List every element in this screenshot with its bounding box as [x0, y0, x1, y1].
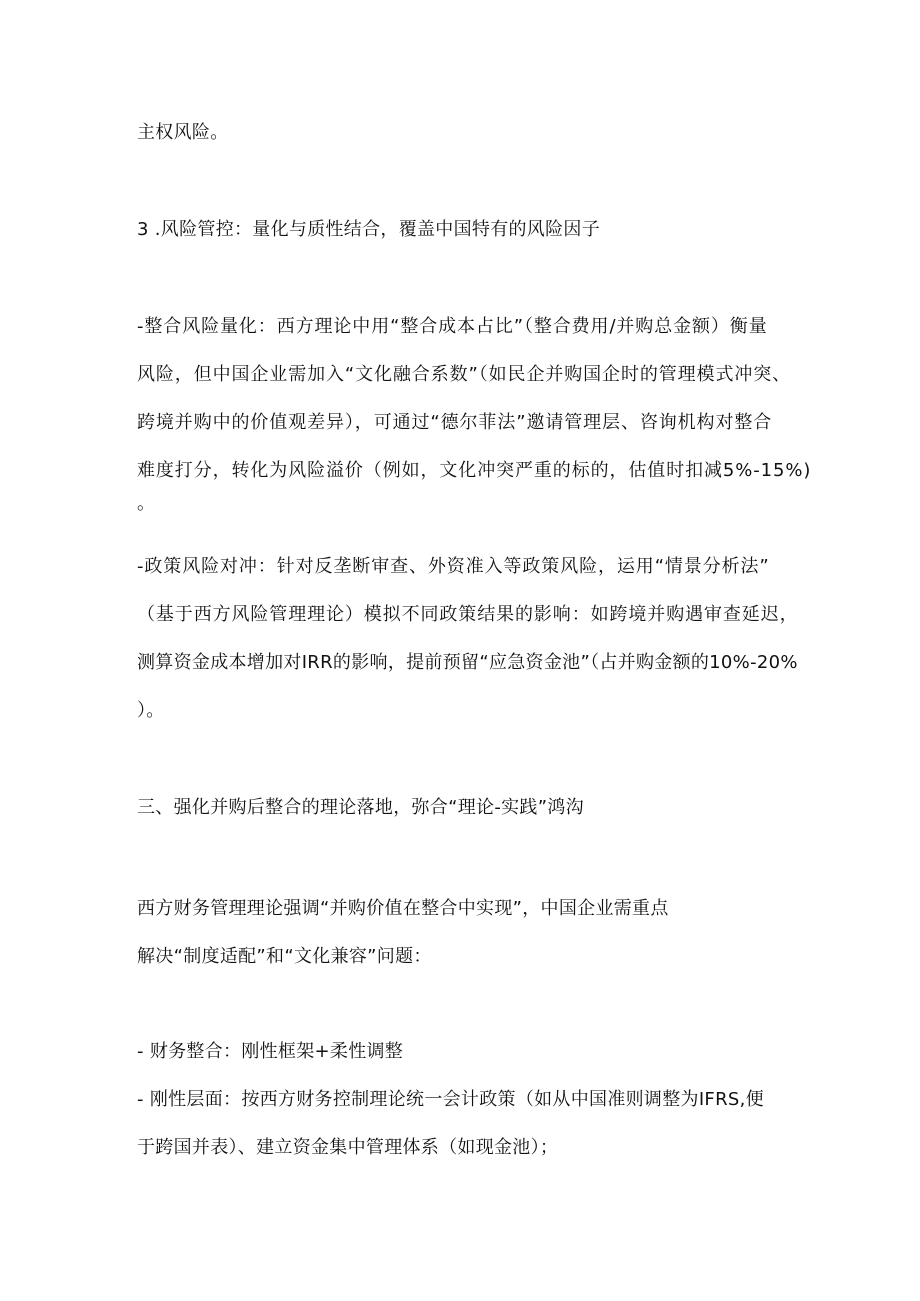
- section-heading-integration: 三、强化并购后整合的理论落地，弥合“理论-实践”鸿沟: [137, 797, 584, 818]
- text-line: 于跨国并表）、建立资金集中管理体系（如现金池）；: [137, 1137, 559, 1158]
- text-line-sovereign-risk: 主权风险。: [137, 122, 229, 143]
- text-line: -政策风险对冲：针对反垄断审查、外资准入等政策风险，运用“情景分析法”: [137, 556, 770, 577]
- text-line: 测算资金成本增加对IRR的影响，提前预留“应急资金池”（占并购金额的10%-20%: [137, 652, 798, 673]
- list-item: - 财务整合：刚性框架+柔性调整: [137, 1041, 404, 1062]
- text-line: 解决“制度适配”和“文化兼容”问题：: [137, 946, 432, 967]
- section-heading-risk-control: 3 .风险管控：量化与质性结合，覆盖中国特有的风险因子: [137, 219, 600, 240]
- text-line: 难度打分，转化为风险溢价（例如，文化冲突严重的标的，估值时扣减5%-15%): [137, 460, 812, 481]
- text-line: 风险，但中国企业需加入“文化融合系数”（如民企并购国企时的管理模式冲突、: [137, 364, 792, 385]
- text-line: 。: [137, 493, 156, 514]
- text-line: 西方财务管理理论强调“并购价值在整合中实现”，中国企业需重点: [137, 898, 669, 919]
- text-line: -整合风险量化：西方理论中用“整合成本占比”（整合费用/并购总金额）衡量: [137, 316, 768, 337]
- text-line: 跨境并购中的价值观差异），可通过“德尔菲法”邀请管理层、咨询机构对整合: [137, 412, 773, 433]
- list-item: - 刚性层面：按西方财务控制理论统一会计政策（如从中国准则调整为IFRS,便: [137, 1089, 764, 1110]
- text-line: （基于西方风险管理理论）模拟不同政策结果的影响：如跨境并购遇审查延迟，: [137, 604, 799, 625]
- text-line: ）。: [137, 700, 165, 721]
